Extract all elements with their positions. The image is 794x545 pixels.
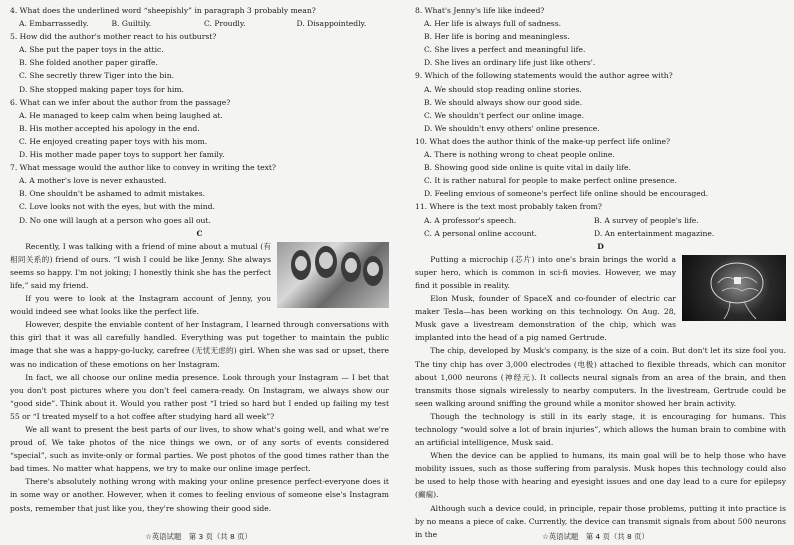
- option: A. He managed to keep calm when being laughed at.: [19, 110, 223, 120]
- question-11-options-cd: [424, 227, 786, 240]
- option: D. No one will laugh at a person who goes all out.: [19, 215, 211, 225]
- question-10: 10. What does the author think of the make-up perfect life online?: [415, 136, 671, 146]
- option: C. A personal online account.: [424, 228, 537, 238]
- paragraph: Putting a microchip (芯片) into one's brain brings the world a super hero, which is common in sci-fi movies. However, we may find it possible in reality.: [415, 254, 676, 290]
- question-11-options-ab: [424, 214, 786, 227]
- selfie-photo-image: [277, 242, 389, 308]
- option: D. An entertainment magazine.: [594, 228, 715, 238]
- right-page: [397, 0, 794, 545]
- option: D. Disappointedly.: [296, 19, 367, 29]
- paragraph: When the device can be applied to humans, its main goal will be to help those who have mobility issues, such as those suffering from paralysis. Musk hopes this technology could also be used to help those with hearing and eyesight issues and one day lead to a cure for epilepsy (癫痫).: [415, 451, 786, 500]
- option: D. She lives an ordinary life just like others'.: [424, 58, 596, 68]
- option: D. Feeling envious of someone's perfect life online should be encouraged.: [424, 189, 709, 199]
- section-label-c: C: [196, 228, 203, 238]
- option: B. Guiltily.: [111, 19, 152, 29]
- paragraph: Recently, I was talking with a friend of mine about a mutual (有相同关系的) friend of ours. “I wish I could be like Jenny. She always seems so happy. I'm not joking; I honestly think she has the perfect life,” said my friend.: [10, 241, 271, 290]
- paragraph: In fact, we all choose our online media presence. Look through your Instagram — I bet that you don't post pictures where you don't feel camera-ready. On Instagram, we always show our “good side”. Think about it. Would you rather post “I tried so hard but I ended up failing my test 55 or “I treated myself to a hot coffee after studying hard all week”?: [10, 372, 389, 421]
- option: A. A mother's love is never exhausted.: [19, 176, 167, 186]
- passage-d: [415, 253, 786, 541]
- page-footer: ☆英语试题 第 4 页（共 8 页）: [542, 531, 649, 541]
- question-5: 5. How did the author's mother react to his outburst?: [10, 32, 217, 42]
- paragraph: Although such a device could, in principle, repair those problems, putting it into practice is by no means a piece of cake. Currently, the device can transmit signals from about 500 neurons in the: [415, 503, 786, 539]
- option: B. His mother accepted his apology in the end.: [19, 123, 200, 133]
- option: B. We should always show our good side.: [424, 97, 583, 107]
- option: A. There is nothing wrong to cheat people online.: [424, 150, 615, 160]
- option: B. A survey of people's life.: [594, 215, 699, 225]
- paragraph: If you were to look at the Instagram account of Jenny, you would indeed see what looks like the perfect life.: [10, 294, 271, 317]
- paragraph: We all want to present the best parts of our lives, to show what's going well, and what we're proud of. We take photos of the nice things we own, or of any sorts of events considered “special”, such as invite-only or formal parties. We post photos of the good times rather than the bad times. No matter what happens, we try to make our online image perfect.: [10, 425, 389, 474]
- section-label-d: D: [597, 241, 604, 251]
- option: D. His mother made paper toys to support her family.: [19, 150, 225, 160]
- question-4: 4. What does the underlined word “sheepishly” in paragraph 3 probably mean?: [10, 6, 316, 15]
- option: B. Showing good side online is quite vital in daily life.: [424, 163, 631, 173]
- option: A. Her life is always full of sadness.: [424, 19, 562, 29]
- option: C. Proudly.: [204, 19, 246, 29]
- paragraph: Elon Musk, founder of SpaceX and co-founder of electric car maker Tesla—has been working on this technology. On Aug. 28, Musk gave a livestream demonstration of the chip, which was implanted into the head of a pig named Gertrude.: [415, 294, 676, 343]
- paragraph: The chip, developed by Musk's company, is the size of a coin. But don't let its size fool you. The tiny chip has over 3,000 electrodes (电极) attached to flexible threads, which can monitor about 1,000 neurons (神经元). It collects neural signals from an area of the brain, and then transmits those signals wirelessly to nearby computers. In the livestream, Gertrude could be seen walking around sniffing the ground while a monitor showed her brain activity.: [415, 346, 786, 408]
- brain-chip-image: [682, 255, 786, 321]
- option: B. She folded another paper giraffe.: [19, 58, 158, 68]
- option: C. We shouldn't perfect our online image.: [424, 110, 585, 120]
- option: D. She stopped making paper toys for him.: [19, 84, 184, 94]
- option: C. Love looks not with the eyes, but with the mind.: [19, 202, 215, 212]
- question-6: 6. What can we infer about the author from the passage?: [10, 97, 231, 107]
- paragraph: There's absolutely nothing wrong with making your online presence perfect-everyone does it in some way or another. However, when it comes to feeling envious of someone else's Instagram posts, remember that just like you, they're showing their good side.: [10, 477, 389, 513]
- question-4-options: [19, 17, 389, 30]
- option: B. Her life is boring and meaningless.: [424, 32, 570, 42]
- option: C. She lives a perfect and meaningful life.: [424, 45, 586, 55]
- question-8: 8. What's Jenny's life like indeed?: [415, 6, 545, 15]
- passage-c: [10, 240, 389, 515]
- question-7: 7. What message would the author like to convey in writing the text?: [10, 163, 276, 173]
- option: B. One shouldn't be ashamed to admit mistakes.: [19, 189, 206, 199]
- paragraph: Though the technology is still in its early stage, it is encouraging for humans. This technology “would solve a lot of brain injuries”, which allows the human brain to combine with an artificial intelligence, Musk said.: [415, 411, 786, 448]
- option: C. He enjoyed creating paper toys with his mom.: [19, 136, 208, 146]
- page-footer: ☆英语试题 第 3 页（共 8 页）: [145, 531, 252, 541]
- brain-outline-icon: [682, 255, 786, 321]
- option: A. A professor's speech.: [424, 215, 517, 225]
- paragraph: However, despite the enviable content of her Instagram, I learned through conversations with this girl that it was all carefully handled. Everything was put together to maintain the public image that she was a happy-go-lucky, carefree (无忧无虑的) girl. When she was sad or upset, there was no indication of these emotions on her Instagram.: [10, 320, 389, 369]
- option: A. We should stop reading online stories.: [424, 84, 582, 94]
- question-11: 11. Where is the text most probably taken from?: [415, 202, 602, 212]
- option: C. It is rather natural for people to make perfect online presence.: [424, 176, 677, 186]
- option: A. She put the paper toys in the attic.: [19, 45, 164, 55]
- question-9: 9. Which of the following statements would the author agree with?: [415, 71, 673, 81]
- option: A. Embarrassedly.: [19, 19, 89, 29]
- option: D. We shouldn't envy others' online presence.: [424, 123, 600, 133]
- option: C. She secretly threw Tiger into the bin.: [19, 71, 174, 81]
